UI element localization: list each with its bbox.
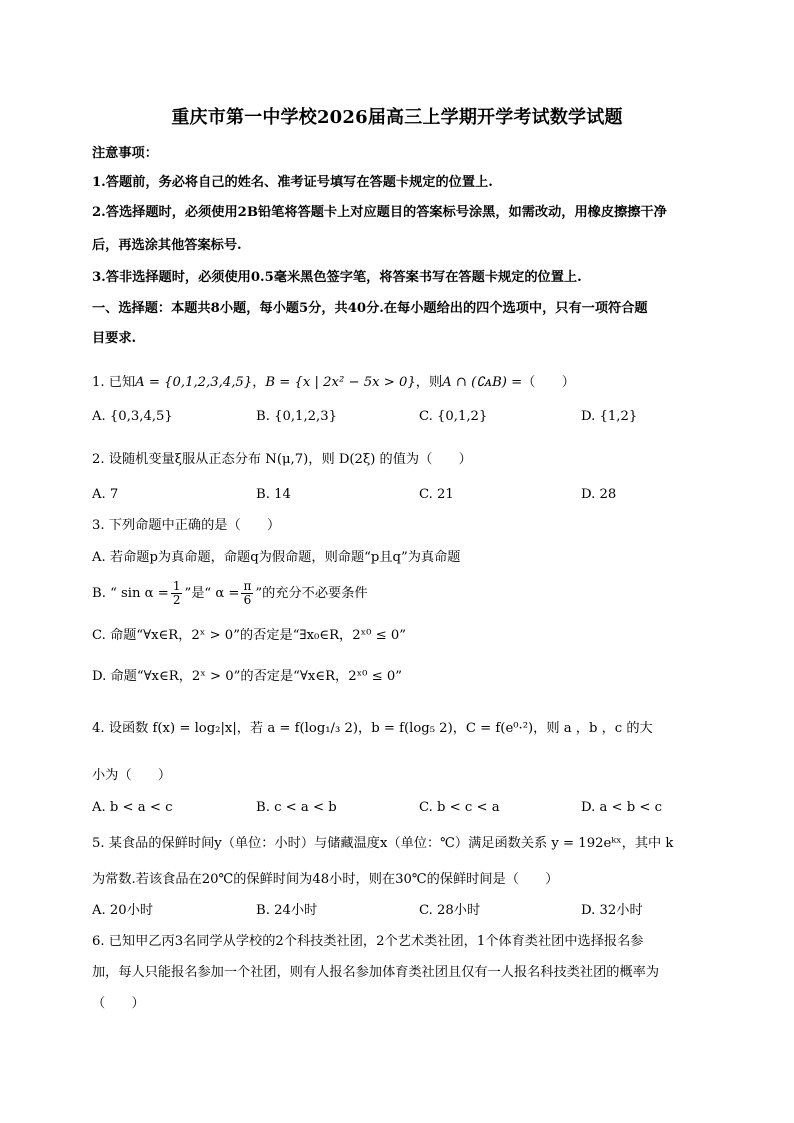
q1-option-d: D. {1,2} (581, 409, 638, 424)
q5-option-c: C. 28小时 (419, 903, 481, 918)
q1-option-b: B. {0,1,2,3} (256, 409, 337, 424)
question-3: 3. 下列命题中正确的是（ ） (92, 518, 281, 533)
q4-option-b: B. c < a < b (256, 800, 337, 815)
section-header-cont: 目要求. (92, 331, 137, 346)
q3-frac2-num: π (243, 579, 252, 593)
q2-option-b: B. 14 (256, 487, 291, 502)
q1-expr: A ∩ (∁ᴀB) = (442, 375, 523, 390)
q3-b-post: ”的充分不必要条件 (255, 586, 368, 601)
q1-set-b: B = {x | 2x² − 5x > 0} (265, 375, 416, 390)
page-title: 重庆市第一中学校2026届高三上学期开学考试数学试题 (171, 107, 623, 128)
q1-option-a: A. {0,3,4,5} (92, 409, 173, 424)
q3-option-c: C. 命题“∀x∈R，2ˣ > 0”的否定是“∃x₀∈R，2ˣ⁰ ≤ 0” (92, 628, 407, 643)
q3-frac2-den: 6 (243, 593, 252, 607)
q3-fraction-2 (241, 580, 253, 607)
q2-option-a: A. 7 (92, 487, 119, 502)
question-5: 5. 某食品的保鲜时间y（单位：小时）与储藏温度x（单位：℃）满足函数关系 y = 192eᵏˣ，其中 k (92, 836, 674, 851)
notice-item-3: 3.答非选择题时，必须使用0.5毫米黑色签字笔，将答案书写在答题卡规定的位置上. (92, 270, 582, 285)
q3-fraction-1 (171, 580, 183, 607)
q1-option-c: C. {0,1,2} (419, 409, 488, 424)
q4-option-d: D. a < b < c (581, 800, 663, 815)
q1-stem: 1. 已知 (92, 375, 136, 390)
question-6: 6. 已知甲乙丙3名同学从学校的2个科技类社团，2个艺术类社团，1个体育类社团中选择报名参 (92, 934, 644, 949)
question-1: 1. 已知A = {0,1,2,3,4,5}，B = {x | 2x² − 5x > 0}，则A ∩ (∁ᴀB) =（ ） (92, 375, 575, 390)
q2-option-d: D. 28 (581, 487, 617, 502)
notice-heading: 注意事项： (92, 146, 158, 161)
notice-item-2-cont: 后，再选涂其他答案标号. (92, 238, 242, 253)
notice-item-1: 1.答题前，务必将自己的姓名、准考证号填写在答题卡规定的位置上. (92, 175, 493, 190)
q3-option-b (92, 578, 368, 610)
q5-option-a: A. 20小时 (92, 903, 154, 918)
q3-frac1-den: 2 (172, 593, 181, 607)
q3-option-d: D. 命题“∀x∈R，2ˣ > 0”的否定是“∀x∈R，2ˣ⁰ ≤ 0” (92, 669, 403, 684)
q1-paren: （ ） (522, 375, 575, 390)
q1-stem-b: ，则 (415, 375, 443, 390)
question-4: 4. 设函数 f(x) = log₂|x|，若 a = f(log₁/₃ 2)，b = f(log₅ 2)，C = f(e⁰·²)，则 a ，b ，c 的大 (92, 721, 653, 736)
q1-set-a: A = {0,1,2,3,4,5} (135, 375, 253, 390)
q4-option-a: A. b < a < c (92, 800, 173, 815)
question-5-cont: 为常数.若该食品在20℃的保鲜时间为48小时，则在30℃的保鲜时间是（ ） (92, 872, 559, 887)
q3-option-a: A. 若命题p为真命题，命题q为假命题，则命题“p且q”为真命题 (92, 550, 461, 565)
q3-b-pre: B. “ sin α = (92, 586, 169, 601)
question-2: 2. 设随机变量ξ服从正态分布 N(μ,7)，则 D(2ξ) 的值为（ ） (92, 452, 472, 467)
q3-b-mid: ”是“ α = (184, 586, 240, 601)
q2-option-c: C. 21 (419, 487, 454, 502)
q5-option-d: D. 32小时 (581, 903, 643, 918)
question-6-cont-2: （ ） (92, 996, 145, 1011)
q4-option-c: C. b < c < a (419, 800, 500, 815)
notice-item-2: 2.答选择题时，必须使用2B铅笔将答题卡上对应题目的答案标号涂黑，如需改动，用橡皮擦擦干净 (92, 205, 667, 220)
section-header: 一、选择题：本题共8小题，每小题5分，共40分.在每小题给出的四个选项中，只有一项符合题 (92, 301, 648, 316)
question-4-cont: 小为（ ） (92, 768, 172, 783)
q5-option-b: B. 24小时 (256, 903, 318, 918)
q3-frac1-num: 1 (172, 579, 181, 593)
question-6-cont-1: 加，每人只能报名参加一个社团，则有人报名参加体育类社团且仅有一人报名科技类社团的概率为 (92, 965, 660, 980)
